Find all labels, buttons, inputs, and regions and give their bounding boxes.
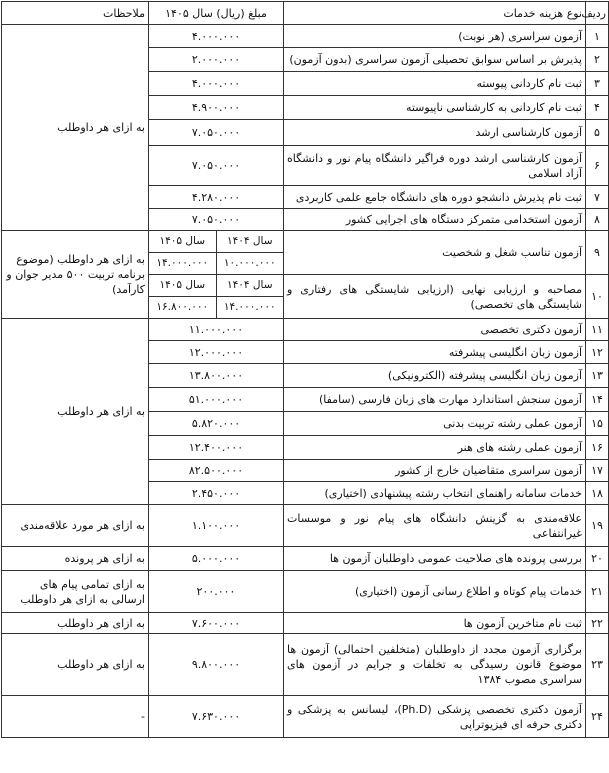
amount: ۸۲.۵۰۰.۰۰۰ <box>149 460 284 482</box>
row-number: ۹ <box>586 231 609 275</box>
amount: ۱.۱۰۰.۰۰۰ <box>149 505 284 547</box>
row-number: ۱۲ <box>586 341 609 364</box>
row-number: ۱۱ <box>586 319 609 341</box>
notes-group-1: به ازای هر داوطلب <box>2 25 149 231</box>
amount: ۷.۰۵۰.۰۰۰ <box>149 146 284 186</box>
amount: ۵.۸۲۰.۰۰۰ <box>149 412 284 436</box>
header-notes: ملاحظات <box>2 2 149 25</box>
amount: ۱۲.۰۰۰.۰۰۰ <box>149 341 284 364</box>
amount: ۵۱.۰۰۰.۰۰۰ <box>149 388 284 412</box>
service-name: مصاحبه و ارزیابی نهایی (ارزیابی شایستگی های رفتاری و شایستگی های تخصصی) <box>284 275 586 319</box>
service-name: آزمون کارشناسی ارشد دوره فراگیر دانشگاه پیام نور و دانشگاه آزاد اسلامی <box>284 146 586 186</box>
amount-1405: ۱۴.۰۰۰.۰۰۰ <box>149 253 217 275</box>
amount: ۷.۶۳۰.۰۰۰ <box>149 696 284 738</box>
table-row <box>2 25 609 48</box>
service-name: آزمون تناسب شغل و شخصیت <box>284 231 586 275</box>
service-name: ثبت نام متاخرین آزمون ها <box>284 613 586 634</box>
service-name: ثبت نام پذیرش دانشجو دوره های دانشگاه جامع علمی کاربردی <box>284 186 586 209</box>
service-name: پذیرش بر اساس سوابق تحصیلی آزمون سراسری (بدون آزمون) <box>284 48 586 72</box>
row-number: ۱۶ <box>586 436 609 460</box>
note: به ازای هر مورد علاقه‌مندی <box>2 505 149 547</box>
table-row <box>2 547 609 571</box>
row-number: ۱۵ <box>586 412 609 436</box>
note: به ازای هر داوطلب <box>2 613 149 634</box>
note: - <box>2 696 149 738</box>
service-name: آزمون زبان انگلیسی پیشرفته (الکترونیکی) <box>284 364 586 388</box>
service-name: خدمات پیام کوتاه و اطلاع رسانی آزمون (اختیاری) <box>284 571 586 613</box>
row-number: ۲۱ <box>586 571 609 613</box>
row-number: ۱۸ <box>586 482 609 505</box>
amount: ۴.۹۰۰.۰۰۰ <box>149 96 284 120</box>
row-number: ۷ <box>586 186 609 209</box>
row-number: ۱۹ <box>586 505 609 547</box>
row-number: ۳ <box>586 72 609 96</box>
table-row <box>2 571 609 613</box>
row-number: ۲۳ <box>586 634 609 696</box>
table-row <box>2 505 609 547</box>
table-row <box>2 613 609 634</box>
row-number: ۸ <box>586 209 609 231</box>
service-name: آزمون کارشناسی ارشد <box>284 120 586 146</box>
note: به ازای هر داوطلب <box>2 634 149 696</box>
amount: ۲.۰۰۰.۰۰۰ <box>149 48 284 72</box>
notes-group-3: به ازای هر داوطلب <box>2 319 149 505</box>
table-row <box>2 231 609 253</box>
note: به ازای تمامی پیام های ارسالی به ازای هر داوطلب <box>2 571 149 613</box>
service-name: خدمات سامانه راهنمای انتخاب رشته پیشنهادی (اختیاری) <box>284 482 586 505</box>
amount: ۴.۰۰۰.۰۰۰ <box>149 25 284 48</box>
header-service-type: نوع هزینه خدمات <box>284 2 586 25</box>
row-number: ۴ <box>586 96 609 120</box>
year-1404-label: سال ۱۴۰۴ <box>216 275 284 297</box>
amount: ۲.۴۵۰.۰۰۰ <box>149 482 284 505</box>
service-name: علاقه‌مندی به گزینش دانشگاه های پیام نور و موسسات غیرانتفاعی <box>284 505 586 547</box>
fees-table <box>1 1 609 738</box>
notes-group-2: به ازای هر داوطلب (موضوع برنامه تربیت ۵۰۰ مدیر جوان و کارآمد) <box>2 231 149 319</box>
service-name: ثبت نام کاردانی به کارشناسی ناپیوسته <box>284 96 586 120</box>
row-number: ۲۰ <box>586 547 609 571</box>
year-1405-label: سال ۱۴۰۵ <box>149 275 217 297</box>
service-name: آزمون زبان انگلیسی پیشرفته <box>284 341 586 364</box>
service-name: آزمون عملی رشته های هنر <box>284 436 586 460</box>
amount: ۷.۰۵۰.۰۰۰ <box>149 120 284 146</box>
service-name: آزمون سراسری (هر نوبت) <box>284 25 586 48</box>
amount: ۴.۲۸۰.۰۰۰ <box>149 186 284 209</box>
amount: ۱۳.۸۰۰.۰۰۰ <box>149 364 284 388</box>
row-number: ۱ <box>586 25 609 48</box>
amount-1405: ۱۶.۸۰۰.۰۰۰ <box>149 297 217 319</box>
amount-1404: ۱۰.۰۰۰.۰۰۰ <box>216 253 284 275</box>
amount: ۷.۶۰۰.۰۰۰ <box>149 613 284 634</box>
amount: ۹.۸۰۰.۰۰۰ <box>149 634 284 696</box>
amount: ۲۰۰.۰۰۰ <box>149 571 284 613</box>
amount: ۱۲.۴۰۰.۰۰۰ <box>149 436 284 460</box>
note: به ازای هر پرونده <box>2 547 149 571</box>
service-name: آزمون سنجش استاندارد مهارت های زبان فارسی (سامفا) <box>284 388 586 412</box>
row-number: ۱۳ <box>586 364 609 388</box>
row-number: ۱۴ <box>586 388 609 412</box>
year-1404-label: سال ۱۴۰۴ <box>216 231 284 253</box>
row-number: ۲۲ <box>586 613 609 634</box>
amount-1404: ۱۴.۰۰۰.۰۰۰ <box>216 297 284 319</box>
table-header <box>2 2 609 25</box>
row-number: ۲۴ <box>586 696 609 738</box>
table-row <box>2 319 609 341</box>
row-number: ۱۰ <box>586 275 609 319</box>
service-name: آزمون دکتری تخصصی پزشکی (Ph.D)، لیسانس به پزشکی و دکتری حرفه ای فیزیوتراپی <box>284 696 586 738</box>
service-name: ثبت نام کاردانی پیوسته <box>284 72 586 96</box>
amount: ۴.۰۰۰.۰۰۰ <box>149 72 284 96</box>
row-number: ۶ <box>586 146 609 186</box>
header-amount: مبلغ (ریال) سال ۱۴۰۵ <box>149 2 284 25</box>
service-name: برگزاری آزمون مجدد از داوطلبان (متخلفین احتمالی) آزمون ها موضوع قانون رسیدگی به تخلفات و جرایم در آزمون های سراسری مصوب ۱۳۸۴ <box>284 634 586 696</box>
row-number: ۵ <box>586 120 609 146</box>
service-name: آزمون دکتری تخصصی <box>284 319 586 341</box>
row-number: ۱۷ <box>586 460 609 482</box>
service-name: آزمون سراسری متقاضیان خارج از کشور <box>284 460 586 482</box>
amount: ۱۱.۰۰۰.۰۰۰ <box>149 319 284 341</box>
amount: ۷.۰۵۰.۰۰۰ <box>149 209 284 231</box>
table-row <box>2 634 609 696</box>
row-number: ۲ <box>586 48 609 72</box>
service-name: آزمون عملی رشته تربیت بدنی <box>284 412 586 436</box>
service-name: آزمون استخدامی متمرکز دستگاه های اجرایی کشور <box>284 209 586 231</box>
service-name: بررسی پرونده های صلاحیت عمومی داوطلبان آزمون ها <box>284 547 586 571</box>
table-row <box>2 696 609 738</box>
header-row-number: ردیف <box>586 2 609 25</box>
year-1405-label: سال ۱۴۰۵ <box>149 231 217 253</box>
amount: ۵.۰۰۰.۰۰۰ <box>149 547 284 571</box>
